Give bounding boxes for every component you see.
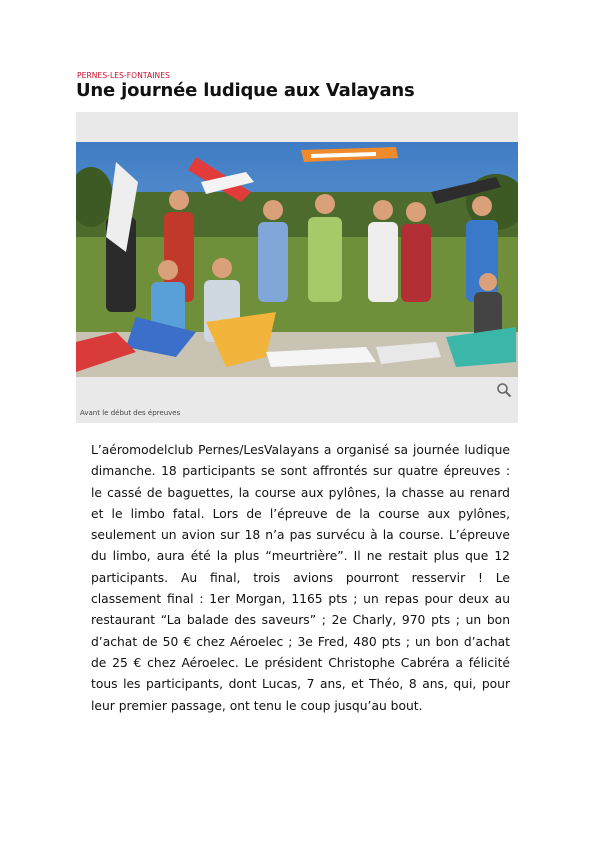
article-body: L’aéromodelclub Pernes/LesValayans a organisé sa journée ludique dimanche. 18 participants se sont affrontés sur quatre épreuves : le cassé de baguettes, la course aux pylônes, la chasse au renard et le limbo fatal. Lors de l’épreuve de la course aux pylônes, seulement un avion sur 18 n’a pas survécu à la course. L’épreuve du limbo, aura été la plus “meurtrière”. Il ne restait plus que 12 participants. Au final, trois avions pourront resservir ! Le classement final : 1er Morgan, 1165 pts ; un repas pour deux au restaurant “La balade des saveurs” ; 2e Charly, 970 pts ; un bon d’achat de 50 € chez Aéroelec ; 3e Fred, 480 pts ; un bon d’achat de 25 € chez Aéroelec. Le président Christophe Cabréra a félicité tous les participants, dont Lucas, 7 ans, et Théo, 8 ans, qui, pour leur premier passage, ont tenu le coup jusqu’au bout. xyxy=(91,443,510,713)
photo-caption: Avant le début des épreuves xyxy=(80,409,181,417)
magnifier-zoom-icon[interactable] xyxy=(496,382,512,398)
article-location: PERNES-LES-FONTAINES xyxy=(77,71,170,80)
article-title: Une journée ludique aux Valayans xyxy=(76,80,415,101)
article-figure xyxy=(76,112,518,423)
group-photo[interactable] xyxy=(76,142,518,377)
